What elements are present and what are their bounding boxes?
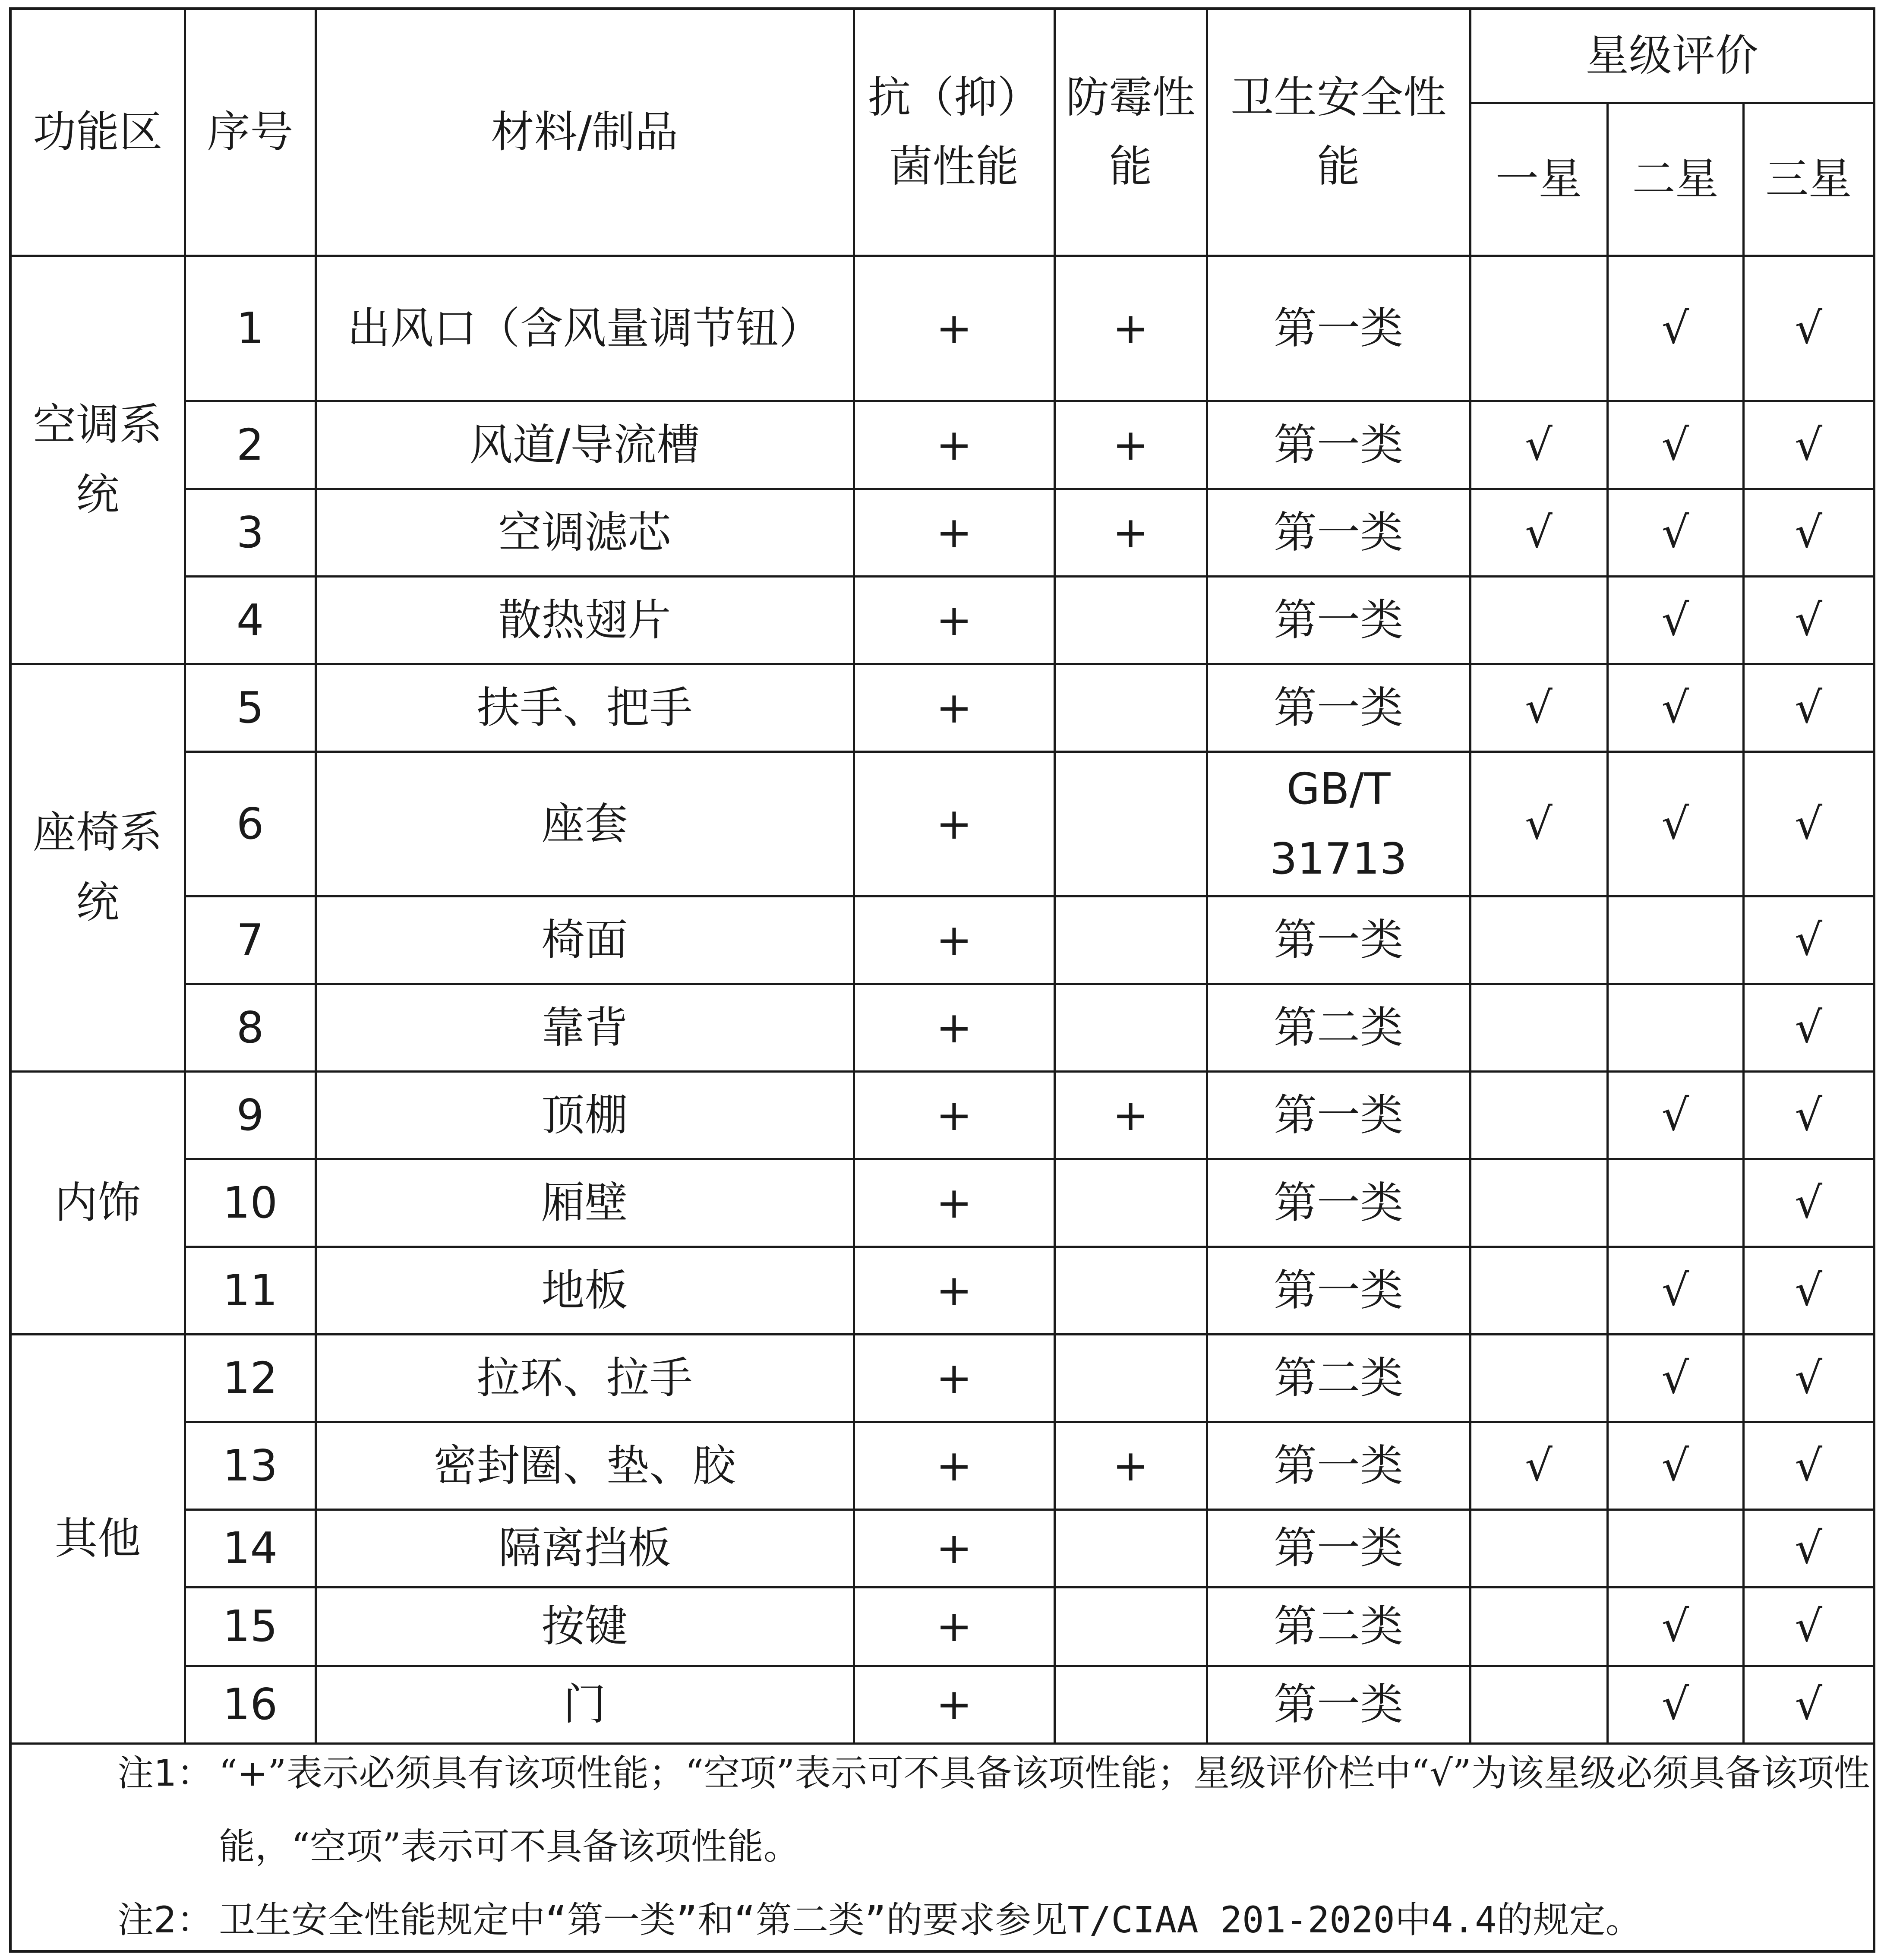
- zone-cell: 座椅系统: [12, 664, 185, 1071]
- row-hygiene: 第一类: [1207, 1509, 1470, 1587]
- row-no: 10: [185, 1159, 316, 1247]
- row-star2: [1607, 1159, 1743, 1247]
- row-star3: √: [1743, 1247, 1873, 1334]
- header-star-rating: 星级评价: [1470, 10, 1873, 103]
- row-star2: √: [1607, 1071, 1743, 1159]
- row-material: 密封圈、垫、胶: [316, 1422, 854, 1509]
- row-hygiene: 第一类: [1207, 1247, 1470, 1334]
- row-antibacterial: +: [854, 1159, 1054, 1247]
- row-hygiene: 第一类: [1207, 1422, 1470, 1509]
- row-antimildew: [1054, 1509, 1207, 1587]
- row-star1: [1470, 1587, 1607, 1666]
- row-star3: √: [1743, 256, 1873, 401]
- row-star2: √: [1607, 576, 1743, 664]
- row-no: 11: [185, 1247, 316, 1334]
- row-hygiene: 第一类: [1207, 1666, 1470, 1743]
- row-star3: √: [1743, 1587, 1873, 1666]
- row-material: 门: [316, 1666, 854, 1743]
- note-1-label: 注1：: [117, 1752, 213, 1794]
- row-star2: √: [1607, 1666, 1743, 1743]
- row-hygiene: 第一类: [1207, 256, 1470, 401]
- header-no: 序号: [185, 10, 316, 256]
- row-antimildew: +: [1054, 401, 1207, 489]
- row-hygiene: GB/T 31713: [1207, 751, 1470, 896]
- header-star1: 一星: [1470, 103, 1607, 256]
- row-antibacterial: +: [854, 1666, 1054, 1743]
- table-notes: [12, 1736, 1873, 1957]
- row-star2: √: [1607, 489, 1743, 576]
- note-1: [12, 1736, 1873, 1883]
- row-antimildew: [1054, 1159, 1207, 1247]
- row-star1: [1470, 984, 1607, 1071]
- row-antimildew: +: [1054, 489, 1207, 576]
- row-star1: [1470, 1334, 1607, 1422]
- row-antibacterial: +: [854, 751, 1054, 896]
- row-star2: √: [1607, 1247, 1743, 1334]
- row-antimildew: [1054, 1334, 1207, 1422]
- row-star3: √: [1743, 664, 1873, 751]
- row-antimildew: [1054, 751, 1207, 896]
- header-zone: 功能区: [12, 10, 185, 256]
- row-hygiene: 第一类: [1207, 489, 1470, 576]
- row-material: 拉环、拉手: [316, 1334, 854, 1422]
- header-row-top: [12, 10, 1873, 103]
- row-antibacterial: +: [854, 1422, 1054, 1509]
- row-star3: √: [1743, 896, 1873, 984]
- row-star2: √: [1607, 401, 1743, 489]
- row-star1: [1470, 576, 1607, 664]
- row-star3: √: [1743, 984, 1873, 1071]
- row-antimildew: [1054, 1666, 1207, 1743]
- row-hygiene: 第一类: [1207, 401, 1470, 489]
- row-no: 1: [185, 256, 316, 401]
- row-star3: √: [1743, 576, 1873, 664]
- row-star3: √: [1743, 1509, 1873, 1587]
- note-2-label: 注2：: [117, 1899, 213, 1941]
- row-antibacterial: +: [854, 984, 1054, 1071]
- row-no: 16: [185, 1666, 316, 1743]
- table-row: [12, 489, 1873, 576]
- row-antimildew: [1054, 896, 1207, 984]
- row-no: 8: [185, 984, 316, 1071]
- row-no: 13: [185, 1422, 316, 1509]
- row-no: 15: [185, 1587, 316, 1666]
- row-antimildew: [1054, 1587, 1207, 1666]
- table-row: [12, 1422, 1873, 1509]
- performance-table: [12, 10, 1873, 1745]
- row-hygiene: 第一类: [1207, 896, 1470, 984]
- note-1-text: “+”表示必须具有该项性能；“空项”表示可不具备该项性能；星级评价栏中“√”为该星级必须具备该项性能，“空项”表示可不具备该项性能。: [219, 1752, 1870, 1868]
- row-material: 扶手、把手: [316, 664, 854, 751]
- row-no: 9: [185, 1071, 316, 1159]
- row-star2: √: [1607, 1587, 1743, 1666]
- row-star1: [1470, 1666, 1607, 1743]
- row-no: 4: [185, 576, 316, 664]
- row-hygiene: 第二类: [1207, 1334, 1470, 1422]
- row-star2: [1607, 1509, 1743, 1587]
- row-star1: [1470, 1509, 1607, 1587]
- header-material: 材料/制品: [316, 10, 854, 256]
- row-material: 散热翅片: [316, 576, 854, 664]
- row-star3: √: [1743, 1422, 1873, 1509]
- table-row: [12, 984, 1873, 1071]
- row-star2: [1607, 984, 1743, 1071]
- row-antibacterial: +: [854, 489, 1054, 576]
- document-sheet: [9, 7, 1875, 1953]
- row-star1: [1470, 1159, 1607, 1247]
- row-antibacterial: +: [854, 256, 1054, 401]
- row-star3: √: [1743, 751, 1873, 896]
- table-row: [12, 896, 1873, 984]
- row-material: 椅面: [316, 896, 854, 984]
- note-2-text: 卫生安全性能规定中“第一类”和“第二类”的要求参见T/CIAA 201-2020中4.4的规定。: [219, 1899, 1642, 1941]
- row-star1: [1470, 1071, 1607, 1159]
- row-star2: √: [1607, 664, 1743, 751]
- row-hygiene: 第一类: [1207, 576, 1470, 664]
- row-material: 空调滤芯: [316, 489, 854, 576]
- row-star3: √: [1743, 1071, 1873, 1159]
- row-star3: √: [1743, 1334, 1873, 1422]
- row-material: 座套: [316, 751, 854, 896]
- row-antibacterial: +: [854, 1071, 1054, 1159]
- row-antibacterial: +: [854, 401, 1054, 489]
- zone-cell: 空调系统: [12, 256, 185, 664]
- row-material: 隔离挡板: [316, 1509, 854, 1587]
- row-star2: √: [1607, 1334, 1743, 1422]
- row-star3: √: [1743, 1666, 1873, 1743]
- row-no: 7: [185, 896, 316, 984]
- zone-cell: 内饰: [12, 1071, 185, 1334]
- row-star1: [1470, 896, 1607, 984]
- row-star1: √: [1470, 751, 1607, 896]
- table-row: [12, 1159, 1873, 1247]
- zone-cell: 其他: [12, 1334, 185, 1743]
- row-no: 5: [185, 664, 316, 751]
- row-hygiene: 第一类: [1207, 664, 1470, 751]
- table-row: [12, 1509, 1873, 1587]
- row-no: 2: [185, 401, 316, 489]
- row-antimildew: [1054, 576, 1207, 664]
- row-star3: √: [1743, 489, 1873, 576]
- table-row: [12, 751, 1873, 896]
- row-star3: √: [1743, 401, 1873, 489]
- row-material: 顶棚: [316, 1071, 854, 1159]
- row-star1: √: [1470, 489, 1607, 576]
- table-row: [12, 256, 1873, 401]
- row-no: 3: [185, 489, 316, 576]
- row-antibacterial: +: [854, 576, 1054, 664]
- table-row: [12, 1587, 1873, 1666]
- row-antimildew: +: [1054, 256, 1207, 401]
- table-body: [12, 10, 1873, 1743]
- table-row: [12, 576, 1873, 664]
- row-antibacterial: +: [854, 1334, 1054, 1422]
- header-antibacterial: 抗（抑）菌性能: [854, 10, 1054, 256]
- row-material: 出风口（含风量调节钮）: [316, 256, 854, 401]
- row-material: 按键: [316, 1587, 854, 1666]
- row-star3: √: [1743, 1159, 1873, 1247]
- row-antimildew: +: [1054, 1071, 1207, 1159]
- table-row: [12, 401, 1873, 489]
- row-material: 风道/导流槽: [316, 401, 854, 489]
- row-star1: [1470, 1247, 1607, 1334]
- row-hygiene: 第二类: [1207, 984, 1470, 1071]
- row-star1: [1470, 256, 1607, 401]
- row-antibacterial: +: [854, 664, 1054, 751]
- table-row: [12, 1071, 1873, 1159]
- table-row: [12, 1247, 1873, 1334]
- note-2: [12, 1883, 1873, 1957]
- row-star2: √: [1607, 1422, 1743, 1509]
- row-material: 靠背: [316, 984, 854, 1071]
- row-antimildew: [1054, 984, 1207, 1071]
- row-antibacterial: +: [854, 896, 1054, 984]
- row-antibacterial: +: [854, 1247, 1054, 1334]
- row-no: 14: [185, 1509, 316, 1587]
- row-material: 地板: [316, 1247, 854, 1334]
- row-no: 12: [185, 1334, 316, 1422]
- table-row: [12, 664, 1873, 751]
- row-star1: √: [1470, 664, 1607, 751]
- row-antimildew: [1054, 664, 1207, 751]
- row-antibacterial: +: [854, 1509, 1054, 1587]
- table-row: [12, 1334, 1873, 1422]
- row-star2: √: [1607, 751, 1743, 896]
- row-star2: √: [1607, 256, 1743, 401]
- table-row: [12, 1666, 1873, 1743]
- row-hygiene: 第二类: [1207, 1587, 1470, 1666]
- header-hygiene: 卫生安全性能: [1207, 10, 1470, 256]
- row-star2: [1607, 896, 1743, 984]
- row-antibacterial: +: [854, 1587, 1054, 1666]
- header-star3: 三星: [1743, 103, 1873, 256]
- row-antimildew: [1054, 1247, 1207, 1334]
- row-no: 6: [185, 751, 316, 896]
- row-material: 厢壁: [316, 1159, 854, 1247]
- header-star2: 二星: [1607, 103, 1743, 256]
- row-star1: √: [1470, 1422, 1607, 1509]
- header-antimildew: 防霉性能: [1054, 10, 1207, 256]
- row-antimildew: +: [1054, 1422, 1207, 1509]
- row-hygiene: 第一类: [1207, 1071, 1470, 1159]
- row-star1: √: [1470, 401, 1607, 489]
- row-hygiene: 第一类: [1207, 1159, 1470, 1247]
